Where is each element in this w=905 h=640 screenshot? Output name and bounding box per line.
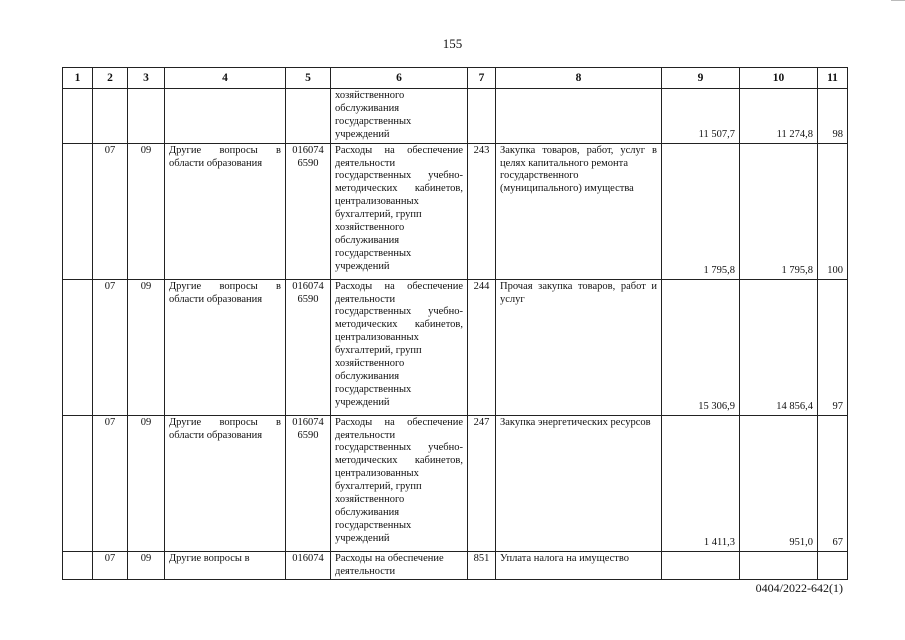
cell-line: учреждений [335, 396, 390, 408]
cell-line: Расходы на обеспечение деятельности государственных учебно-методических кабинетов, централизованных бухгалтерий, групп [335, 416, 463, 493]
cell-line: Расходы на обеспечение деятельности государственных учебно-методических кабинетов, централизованных бухгалтерий, групп [335, 144, 463, 221]
cell-col8 [496, 143, 662, 279]
cell-col1 [63, 89, 93, 144]
cell-line: Расходы на обеспечение деятельности государственных учебно-методических кабинетов, централизованных бухгалтерий, групп [335, 280, 463, 357]
cell-col4 [165, 89, 286, 144]
header-cell-9: 9 [662, 68, 740, 89]
cell-col8 [496, 551, 662, 580]
cell-line: обслуживания [335, 102, 400, 114]
cell-col9: 1 795,8 [662, 143, 740, 279]
cell-col2: 07 [93, 143, 128, 279]
budget-table [62, 67, 848, 580]
cell-col6 [331, 89, 468, 144]
cell-col1 [63, 279, 93, 415]
cell-line: хозяйственного [335, 358, 405, 370]
table-row [63, 551, 848, 580]
cell-line: хозяйственного [335, 494, 405, 506]
cell-col2: 07 [93, 415, 128, 551]
cell-col10: 951,0 [740, 415, 818, 551]
cell-line: хозяйственного [335, 222, 405, 234]
cell-col6 [331, 415, 468, 551]
cell-line: 6590 [297, 157, 319, 169]
cell-line: 016074 [292, 552, 324, 564]
cell-col4: Другие вопросы в [165, 551, 286, 580]
cell-col5 [286, 279, 331, 415]
cell-col1 [63, 551, 93, 580]
cell-line: обслуживания [335, 506, 400, 518]
cell-line: государственных [335, 247, 412, 259]
cell-col4: Другие вопросы в области образования [165, 279, 286, 415]
cell-col8 [496, 279, 662, 415]
cell-col9: 15 306,9 [662, 279, 740, 415]
header-cell-4: 4 [165, 68, 286, 89]
cell-col7: 243 [468, 143, 496, 279]
cell-col11: 100 [818, 143, 848, 279]
cell-col1 [63, 415, 93, 551]
cell-col9: 11 507,7 [662, 89, 740, 144]
cell-col2: 07 [93, 279, 128, 415]
cell-line: государственных [335, 383, 412, 395]
cell-line: 016074 [292, 416, 324, 428]
page-number: 155 [442, 36, 463, 51]
cell-col6 [331, 551, 468, 580]
table-row [63, 89, 848, 144]
header-row [63, 68, 848, 89]
cell-line: Уплата налога на имущество [500, 552, 630, 564]
cell-line: 016074 [292, 144, 324, 156]
cell-col3: 09 [128, 279, 165, 415]
header-cell-1: 1 [63, 68, 93, 89]
cell-col10: 14 856,4 [740, 279, 818, 415]
cell-line: обслуживания [335, 234, 400, 246]
cell-col1 [63, 143, 93, 279]
cell-line: государственных [335, 115, 412, 127]
cell-line: государственных [335, 519, 412, 531]
cell-line: 6590 [297, 293, 319, 305]
header-cell-6: 6 [331, 68, 468, 89]
cell-col7: 244 [468, 279, 496, 415]
cell-col10 [740, 551, 818, 580]
cell-col11 [818, 551, 848, 580]
cell-line: Прочая закупка товаров, работ и услуг [500, 280, 657, 305]
cell-col10: 1 795,8 [740, 143, 818, 279]
table-row [63, 415, 848, 551]
cell-line: Расходы на обеспечение [335, 552, 444, 564]
cell-col6 [331, 143, 468, 279]
cell-col8 [496, 89, 662, 144]
cell-col7: 247 [468, 415, 496, 551]
header-cell-5: 5 [286, 68, 331, 89]
cell-line: хозяйственного [335, 90, 405, 101]
cell-col5 [286, 551, 331, 580]
cell-line: Закупка энергетических ресурсов [500, 416, 651, 428]
cell-col7: 851 [468, 551, 496, 580]
cell-line: обслуживания [335, 370, 400, 382]
cell-line: государственного [500, 170, 579, 182]
cell-line: учреждений [335, 532, 390, 544]
cell-line: 016074 [292, 280, 324, 292]
table-row [63, 143, 848, 279]
cell-col2: 07 [93, 551, 128, 580]
cell-col10: 11 274,8 [740, 89, 818, 144]
cell-col11: 97 [818, 279, 848, 415]
header-cell-3: 3 [128, 68, 165, 89]
cell-col11: 67 [818, 415, 848, 551]
header-cell-10: 10 [740, 68, 818, 89]
cell-col5 [286, 415, 331, 551]
cell-col3: 09 [128, 143, 165, 279]
cell-col2 [93, 89, 128, 144]
table-row [63, 279, 848, 415]
cell-col3: 09 [128, 415, 165, 551]
cell-col3: 09 [128, 551, 165, 580]
cell-col5 [286, 143, 331, 279]
table-header [63, 68, 848, 89]
cell-col8 [496, 415, 662, 551]
cell-col5 [286, 89, 331, 144]
scan-edge-mark [891, 0, 905, 5]
cell-line: учреждений [335, 260, 390, 272]
cell-line: Закупка товаров, работ, услуг в целях капитального ремонта [500, 144, 657, 169]
document-code: 0404/2022-642(1) [755, 581, 843, 595]
header-cell-8: 8 [496, 68, 662, 89]
header-cell-2: 2 [93, 68, 128, 89]
cell-col11: 98 [818, 89, 848, 144]
cell-col3 [128, 89, 165, 144]
cell-col4: Другие вопросы в области образования [165, 415, 286, 551]
cell-line: 6590 [297, 429, 319, 441]
cell-col9: 1 411,3 [662, 415, 740, 551]
cell-col9 [662, 551, 740, 580]
header-cell-11: 11 [818, 68, 848, 89]
cell-col6 [331, 279, 468, 415]
cell-col4: Другие вопросы в области образования [165, 143, 286, 279]
table-body [63, 89, 848, 580]
cell-line: деятельности [335, 565, 396, 577]
header-cell-7: 7 [468, 68, 496, 89]
cell-line: (муниципального) имущества [500, 183, 634, 195]
cell-line: учреждений [335, 128, 390, 140]
cell-col7 [468, 89, 496, 144]
